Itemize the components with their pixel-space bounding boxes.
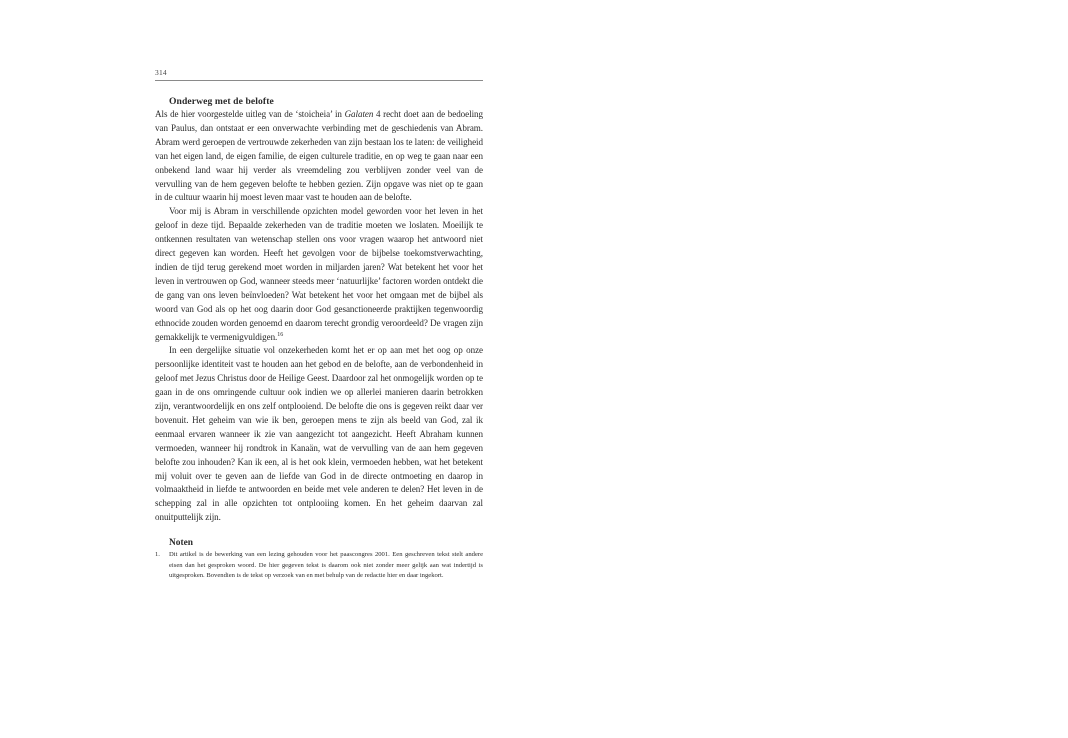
notes-title: Noten	[169, 538, 193, 549]
paragraph-1-italic: Galaten	[344, 109, 374, 119]
footnote-reference[interactable]: 16	[277, 331, 284, 338]
paragraph-1	[155, 108, 483, 205]
document-page	[155, 68, 483, 582]
note-text: Dit artikel is de bewerking van een lezing gehouden voor het paascongres 2001. Een geschreven tekst stelt andere eisen dan het gesproken woord. De hier gegeven tekst is daarom ook niet zonder meer gelijk aan wat indertijd is uitgesproken. Bovendien is de tekst op verzoek van en met behulp van de redactie hier en daar ingekort.	[169, 551, 483, 580]
paragraph-2	[155, 205, 483, 344]
paragraph-2-text: Voor mij is Abram in verschillende opzichten model geworden voor het leven in het geloof in deze tijd. Bepaalde zekerheden van de traditie moeten we loslaten. Moeilijk te ontkennen resultaten van wetenschap stellen ons voor vragen waarop het antwoord niet direct gegeven kan worden. Heeft het gevolgen voor de bijbelse toekomstverwachting, indien de tijd terug gerekend moet worden in miljarden jaren? Wat betekent het voor het leven in vertrouwen op God, wanneer steeds meer ‘natuurlijke’ factoren worden ontdekt die de gang van ons leven beïnvloeden? Wat betekent het voor het omgaan met de bijbel als woord van God als op het oog daarin door God gesanctioneerde praktijken tegenwoordig ethnocide zouden worden genoemd en daarom terecht grondig veroordeeld? De vragen zijn gemakkelijk te vermenigvuldigen.	[155, 206, 483, 342]
note-number: 1.	[155, 551, 160, 559]
paragraph-3-text: In een dergelijke situatie vol onzekerheden komt het er op aan met het oog op onze persoonlijke identiteit vast te houden aan het gebod en de belofte, aan de verbondenheid in geloof met Jezus Christus door de Heilige Geest. Daardoor zal het onmogelijk worden op te gaan in de ons omringende cultuur ook indien we op allerlei manieren daarin betrokken zijn, verantwoordelijk en ons zelf ontplooiend. De belofte die ons is gegeven reikt daar ver bovenuit. Het geheim van wie ik ben, geroepen mens te zijn als beeld van God, zal ik eenmaal ervaren wanneer ik zie van aangezicht tot aangezicht. Heeft Abraham kunnen vermoeden, wanneer hij rondtrok in Kanaän, wat de vervulling van de aan hem gegeven belofte zou inhouden? Kan ik een, al is het ook klein, vermoeden hebben, wat het betekent mij voluit over te geven aan de liefde van God in de directe ontmoeting en daarop in volmaaktheid in liefde te antwoorden en beide met vele anderen te delen? Het leven in de schepping zal in alle opzichten tot ontplooiing komen. En het geheim daarvan zal onuitputtelijk zijn.	[155, 345, 483, 523]
paragraph-3	[155, 344, 483, 525]
paragraph-1-text-a: Als de hier voorgestelde uitleg van de ‘stoicheia’ in	[155, 109, 345, 119]
header-rule	[155, 80, 483, 81]
paragraph-1-text-b: 4 recht doet aan de bedoeling van Paulus, dan ontstaat er een onverwachte verbinding met de geschiedenis van Abram. Abram werd geroepen de vertrouwde zekerheden van zijn bestaan los te laten: de veiligheid van het eigen land, de eigen familie, de eigen culturele traditie, en op weg te gaan naar een onbekend land waar hij verder als vreemdeling zou verblijven zonder veel van de vervulling van de hem gegeven belofte te hebben gezien. Zijn opgave was niet op te gaan in de cultuur waarin hij moest leven maar vast te houden aan de belofte.	[155, 109, 483, 203]
page-number: 314	[155, 68, 167, 77]
note-item	[155, 550, 483, 582]
section-title: Onderweg met de belofte	[169, 96, 274, 107]
